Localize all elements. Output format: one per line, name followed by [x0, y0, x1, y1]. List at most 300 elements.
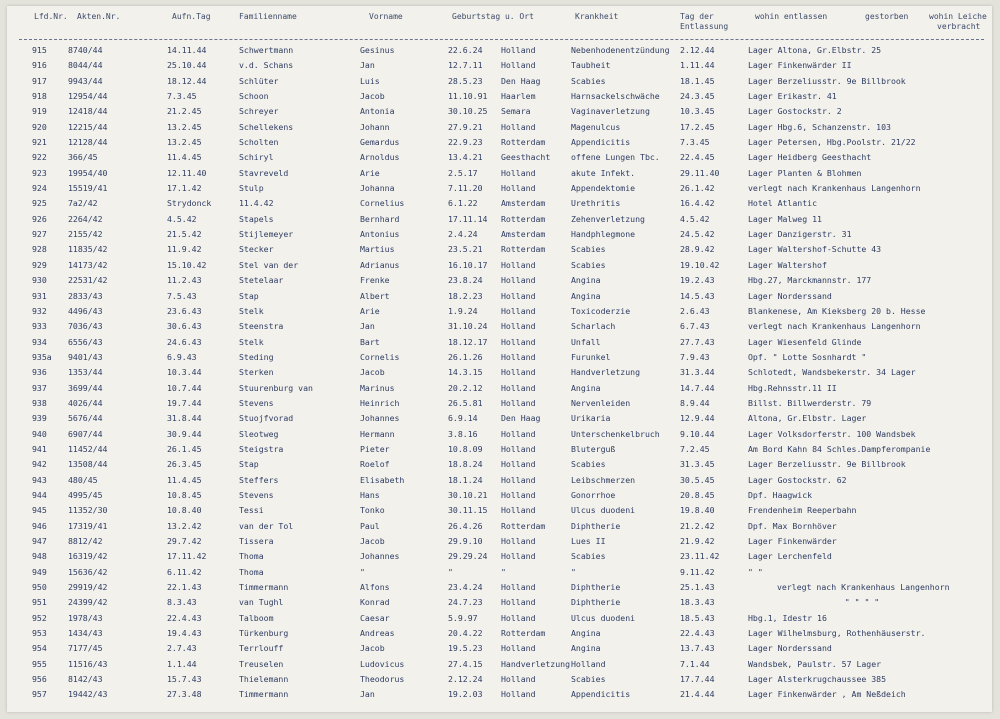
record-discharged-to: Lager Waltershof: [748, 259, 827, 270]
record-discharged-to: Lager Wiesenfeld Glinde: [748, 336, 862, 347]
record-surname: Stulp: [239, 183, 264, 194]
record-number: 934: [32, 336, 47, 347]
record-birth-date: 22.6.24: [448, 45, 483, 55]
record-discharge-date: 21.4.44: [680, 689, 715, 700]
record-discharge-date: 1.11.44: [680, 60, 715, 71]
record-illness: Appendektomie: [571, 183, 636, 194]
record-first-name: Arnoldus: [360, 152, 400, 163]
record-first-name: ": [360, 566, 365, 577]
record-discharged-to: Hotel Atlantic: [748, 198, 818, 209]
record-number: 947: [32, 536, 47, 546]
table-row: [7, 657, 992, 672]
record-discharged-to: " " " ": [844, 597, 880, 608]
record-first-name: Antonia: [360, 106, 395, 117]
record-surname: Stavreveld: [239, 167, 289, 178]
record-file-number: 7036/43: [68, 321, 103, 332]
record-discharge-date: 6.7.43: [680, 321, 710, 332]
record-admission-date: 14.11.44: [167, 45, 207, 55]
record-birth-place: Holland: [501, 397, 536, 408]
record-surname: van der Tol: [239, 520, 294, 531]
record-birth-place: Holland: [501, 321, 536, 332]
record-surname: Tessi: [239, 505, 264, 516]
record-discharged-to: verlegt nach Krankenhaus Langenhorn: [777, 582, 950, 593]
record-number: 951: [32, 597, 47, 608]
record-first-name: Konrad: [360, 597, 390, 608]
record-birth-place: Rotterdam: [501, 628, 546, 639]
record-discharge-date: 14.5.43: [680, 290, 715, 301]
table-row: [7, 242, 992, 257]
record-birth-place: Holland: [501, 183, 536, 194]
record-illness: Nervenleiden: [571, 397, 631, 408]
record-surname: Schlüter: [239, 75, 279, 86]
record-illness: Toxicoderzie: [571, 305, 631, 316]
record-birth-place: Rotterdam: [501, 244, 546, 255]
record-number: 917: [32, 75, 47, 86]
record-first-name: Elisabeth: [360, 474, 405, 485]
record-discharged-to: Hbg.Rehnsstr.11 II: [748, 382, 837, 393]
record-discharge-date: 17.2.45: [680, 121, 715, 132]
record-file-number: 5676/44: [68, 413, 103, 424]
record-illness: Angina: [571, 290, 601, 301]
record-illness: Angina: [571, 643, 601, 654]
record-file-number: 8044/44: [68, 60, 103, 71]
record-birth-place: Holland: [501, 428, 536, 439]
record-discharged-to: verlegt nach Krankenhaus Langenhorn: [748, 321, 921, 332]
record-discharged-to: Lager Wilhelmsburg, Rothenhäuserstr.: [748, 628, 926, 639]
record-discharge-date: 21.2.42: [680, 520, 715, 531]
record-number: 945: [32, 505, 47, 516]
record-birth-date: 23.8.24: [448, 275, 483, 286]
record-birth-date: 2.12.24: [448, 674, 483, 685]
record-surname: Scholten: [239, 137, 279, 148]
record-admission-date: 11.2.43: [167, 275, 202, 286]
record-surname: Sterken: [239, 367, 274, 378]
record-birth-place: Amsterdam: [501, 229, 546, 240]
table-row: [7, 396, 992, 411]
table-row: [7, 258, 992, 273]
record-illness: Diphtherie: [571, 597, 621, 608]
record-birth-date: 22.9.23: [448, 137, 483, 148]
record-surname: Stelk: [239, 336, 264, 347]
record-first-name: Frenke: [360, 275, 390, 286]
record-first-name: Jacob: [360, 367, 385, 378]
record-illness: Urethritis: [571, 198, 621, 209]
record-discharged-to: Lager Finkenwärder , Am Neßdeich: [748, 689, 906, 700]
record-first-name: Jan: [360, 689, 375, 700]
record-birth-place: Semara: [501, 106, 531, 117]
record-first-name: Arie: [360, 167, 380, 178]
header-entlassung-1: Tag der: [680, 12, 714, 21]
record-file-number: 6556/43: [68, 336, 103, 347]
record-first-name: Antonius: [360, 229, 400, 240]
table-row: [7, 411, 992, 426]
record-discharge-date: 12.9.44: [680, 413, 715, 424]
record-admission-date: 11.4.45: [167, 474, 202, 485]
record-discharge-date: 29.11.40: [680, 167, 720, 178]
record-discharged-to: Dpf. Max Bornhöver: [748, 520, 837, 531]
table-row: [7, 672, 992, 687]
record-number: 949: [32, 566, 47, 577]
record-file-number: 24399/42: [68, 597, 108, 608]
record-file-number: 12418/44: [68, 106, 108, 117]
record-discharged-to: Lager Danzigerstr. 31: [748, 229, 852, 240]
record-discharge-date: 18.3.43: [680, 597, 715, 608]
record-number: 929: [32, 259, 47, 270]
record-file-number: 11835/42: [68, 244, 108, 255]
record-discharge-date: 19.10.42: [680, 259, 720, 270]
table-row: [7, 150, 992, 165]
record-discharged-to: Lager Petersen, Hbg.Poolstr. 21/22: [748, 137, 916, 148]
record-admission-date: 23.6.43: [167, 305, 202, 316]
record-discharge-date: 31.3.44: [680, 367, 715, 378]
record-file-number: 3699/44: [68, 382, 103, 393]
record-admission-date: Strydonck: [167, 198, 212, 209]
record-number: 950: [32, 582, 47, 593]
table-row: [7, 427, 992, 442]
table-row: [7, 442, 992, 457]
record-file-number: 8740/44: [68, 45, 103, 55]
record-number: 915: [32, 45, 47, 55]
record-illness: Angina: [571, 275, 601, 286]
record-discharge-date: 19.2.43: [680, 275, 715, 286]
table-row: [7, 319, 992, 334]
record-number: 948: [32, 551, 47, 562]
record-surname: Stetelaar: [239, 275, 284, 286]
record-discharge-date: 17.7.44: [680, 674, 715, 685]
record-birth-date: 13.4.21: [448, 152, 483, 163]
record-illness: Urikaria: [571, 413, 611, 424]
record-discharged-to: Lager Norderssand: [748, 290, 832, 301]
table-row: [7, 626, 992, 641]
record-birth-date: 19.2.03: [448, 689, 483, 700]
record-birth-date: 2.5.17: [448, 167, 478, 178]
record-admission-date: 19.7.44: [167, 397, 202, 408]
record-illness: akute Infekt.: [571, 167, 636, 178]
record-first-name: Jan: [360, 321, 375, 332]
record-number: 918: [32, 91, 47, 102]
record-file-number: 11352/30: [68, 505, 108, 516]
record-birth-place: Holland: [501, 45, 536, 55]
record-admission-date: 24.6.43: [167, 336, 202, 347]
record-file-number: 13508/44: [68, 459, 108, 470]
record-admission-date: 2.7.43: [167, 643, 197, 654]
record-number: 940: [32, 428, 47, 439]
record-discharged-to: Lager Finkenwärder: [748, 536, 837, 546]
record-illness: Handverletzung: [571, 367, 641, 378]
record-illness: Holland: [571, 658, 606, 669]
record-birth-place: Rotterdam: [501, 137, 546, 148]
record-birth-place: Holland: [501, 259, 536, 270]
record-number: 946: [32, 520, 47, 531]
record-surname: Stuojfvorad: [239, 413, 294, 424]
record-first-name: Jacob: [360, 643, 385, 654]
record-illness: Gonorrhoe: [571, 489, 616, 500]
record-birth-date: 18.8.24: [448, 459, 483, 470]
record-admission-date: 11.4.45: [167, 152, 202, 163]
record-illness: Scabies: [571, 244, 606, 255]
record-birth-place: Holland: [501, 167, 536, 178]
record-file-number: 12954/44: [68, 91, 108, 102]
record-first-name: Marinus: [360, 382, 395, 393]
record-discharge-date: 8.9.44: [680, 397, 710, 408]
record-birth-place: Den Haag: [501, 413, 541, 424]
record-illness: Handphlegmone: [571, 229, 636, 240]
record-file-number: 19954/40: [68, 167, 108, 178]
record-first-name: Caesar: [360, 612, 390, 623]
record-birth-date: 10.8.09: [448, 443, 483, 454]
record-file-number: 2264/42: [68, 213, 103, 224]
record-discharge-date: 24.3.45: [680, 91, 715, 102]
record-first-name: Bernhard: [360, 213, 400, 224]
record-number: 944: [32, 489, 47, 500]
record-first-name: Pieter: [360, 443, 390, 454]
record-birth-date: 14.3.15: [448, 367, 483, 378]
record-number: 920: [32, 121, 47, 132]
record-birth-date: 3.8.16: [448, 428, 478, 439]
record-first-name: Gesinus: [360, 45, 395, 55]
record-birth-date: 16.10.17: [448, 259, 488, 270]
record-first-name: Andreas: [360, 628, 395, 639]
record-number: 922: [32, 152, 47, 163]
record-discharged-to: Lager Berzeliusstr. 9e Billbrook: [748, 459, 906, 470]
record-discharged-to: Schlotedt, Wandsbekerstr. 34 Lager: [748, 367, 916, 378]
record-discharged-to: Lager Planten & Blohmen: [748, 167, 862, 178]
record-admission-date: 8.3.43: [167, 597, 197, 608]
record-discharged-to: Wandsbek, Paulstr. 57 Lager: [748, 658, 882, 669]
record-birth-place: Holland: [501, 60, 536, 71]
record-number: 916: [32, 60, 47, 71]
record-birth-date: 17.11.14: [448, 213, 488, 224]
record-discharged-to: Hbg.1, Idestr 16: [748, 612, 827, 623]
record-birth-place: Holland: [501, 290, 536, 301]
record-surname: Thielemann: [239, 674, 289, 685]
record-birth-place: Haarlem: [501, 91, 536, 102]
record-file-number: 4026/44: [68, 397, 103, 408]
table-row: [7, 519, 992, 534]
record-first-name: Adrianus: [360, 259, 400, 270]
record-admission-date: 21.5.42: [167, 229, 202, 240]
record-birth-date: 23.4.24: [448, 582, 483, 593]
table-row: [7, 181, 992, 196]
record-admission-date: 10.8.40: [167, 505, 202, 516]
record-file-number: 6907/44: [68, 428, 103, 439]
record-birth-date: 30.11.15: [448, 505, 488, 516]
table-row: [7, 120, 992, 135]
record-discharge-date: 24.5.42: [680, 229, 715, 240]
table-row: [7, 166, 992, 181]
record-discharge-date: 28.9.42: [680, 244, 715, 255]
record-illness: Angina: [571, 628, 601, 639]
record-discharged-to: Lager Norderssand: [748, 643, 832, 654]
record-birth-place: Holland: [501, 582, 536, 593]
record-file-number: 2155/42: [68, 229, 103, 240]
record-admission-date: 25.10.44: [167, 60, 207, 71]
record-illness: Zehenverletzung: [571, 213, 645, 224]
record-surname: Thoma: [239, 566, 264, 577]
record-admission-date: 30.9.44: [167, 428, 202, 439]
record-discharge-date: 25.1.43: [680, 582, 715, 593]
record-surname: Stevens: [239, 397, 274, 408]
record-birth-date: 20.2.12: [448, 382, 483, 393]
record-table: [7, 43, 992, 703]
record-number: 953: [32, 628, 47, 639]
record-discharge-date: 22.4.45: [680, 152, 715, 163]
record-surname: van Tughl: [239, 597, 284, 608]
record-file-number: 480/45: [68, 474, 98, 485]
table-row: [7, 89, 992, 104]
record-discharge-date: 9.10.44: [680, 428, 715, 439]
record-file-number: 9943/44: [68, 75, 103, 86]
record-number: 952: [32, 612, 47, 623]
record-illness: Leibschmerzen: [571, 474, 636, 485]
record-birth-place: Holland: [501, 551, 536, 562]
record-number: 932: [32, 305, 47, 316]
record-first-name: Jacob: [360, 536, 385, 546]
record-birth-date: 2.4.24: [448, 229, 478, 240]
record-birth-date: 18.1.24: [448, 474, 483, 485]
record-number: 938: [32, 397, 47, 408]
record-file-number: 2833/43: [68, 290, 103, 301]
record-number: 926: [32, 213, 47, 224]
table-row: [7, 135, 992, 150]
record-surname: Türkenburg: [239, 628, 289, 639]
record-discharge-date: 9.11.42: [680, 566, 715, 577]
table-row: [7, 641, 992, 656]
record-surname: Timmermann: [239, 689, 289, 700]
record-birth-date: 12.7.11: [448, 60, 483, 71]
record-first-name: Albert: [360, 290, 390, 301]
header-rule: [19, 39, 984, 40]
record-admission-date: 17.11.42: [167, 551, 207, 562]
record-discharge-date: 18.5.43: [680, 612, 715, 623]
record-discharge-date: 7.3.45: [680, 137, 710, 148]
record-number: 942: [32, 459, 47, 470]
record-admission-date: 26.3.45: [167, 459, 202, 470]
record-birth-place: Holland: [501, 643, 536, 654]
record-admission-date: 6.11.42: [167, 566, 202, 577]
record-surname: Stel van der: [239, 259, 299, 270]
record-surname: Schoon: [239, 91, 269, 102]
record-discharge-date: 19.8.40: [680, 505, 715, 516]
record-file-number: 4496/43: [68, 305, 103, 316]
record-number: 954: [32, 643, 47, 654]
table-row: [7, 304, 992, 319]
record-discharged-to: Lager Erikastr. 41: [748, 91, 837, 102]
record-file-number: 8142/43: [68, 674, 103, 685]
record-discharge-date: 10.3.45: [680, 106, 715, 117]
record-illness: Scabies: [571, 259, 606, 270]
record-illness: Appendicitis: [571, 689, 631, 700]
record-illness: ": [571, 566, 576, 577]
header-akte: Akten.Nr.: [77, 12, 121, 21]
record-admission-date: 12.11.40: [167, 167, 207, 178]
record-file-number: 29919/42: [68, 582, 108, 593]
record-birth-date: 29.9.10: [448, 536, 483, 546]
record-surname: Steenstra: [239, 321, 284, 332]
record-discharged-to: Lager Altona, Gr.Elbstr. 25: [748, 45, 882, 55]
record-surname: v.d. Schans: [239, 60, 294, 71]
header-leiche-1: wohin Leiche: [929, 12, 987, 21]
record-birth-place: Holland: [501, 474, 536, 485]
record-discharge-date: 16.4.42: [680, 198, 715, 209]
record-surname: Schwertmann: [239, 45, 294, 55]
record-number: 930: [32, 275, 47, 286]
record-admission-date: 27.3.48: [167, 689, 202, 700]
header-vorname: Vorname: [369, 12, 403, 21]
record-first-name: Alfons: [360, 582, 390, 593]
record-discharge-date: 2.12.44: [680, 45, 715, 55]
record-birth-place: Holland: [501, 612, 536, 623]
record-birth-date: 20.4.22: [448, 628, 483, 639]
record-discharge-date: 18.1.45: [680, 75, 715, 86]
record-admission-date: 7.3.45: [167, 91, 197, 102]
record-birth-date: 26.1.26: [448, 351, 483, 362]
record-admission-date: 30.6.43: [167, 321, 202, 332]
record-discharged-to: " ": [748, 566, 763, 577]
record-birth-place: Holland: [501, 505, 536, 516]
record-file-number: 9401/43: [68, 351, 103, 362]
record-illness: Magenulcus: [571, 121, 621, 132]
record-discharged-to: Hbg.27, Marckmannstr. 177: [748, 275, 872, 286]
record-discharge-date: 26.1.42: [680, 183, 715, 194]
record-first-name: Tonko: [360, 505, 385, 516]
record-discharged-to: Billst. Billwerderstr. 79: [748, 397, 872, 408]
record-illness: Vaginaverletzung: [571, 106, 650, 117]
record-surname: Steffers: [239, 474, 279, 485]
record-illness: Harnsackelschwäche: [571, 91, 660, 102]
record-admission-date: 10.7.44: [167, 382, 202, 393]
record-discharged-to: Dpf. Haagwick: [748, 489, 813, 500]
record-first-name: Martius: [360, 244, 395, 255]
record-discharged-to: Lager Heidberg Geesthacht: [748, 152, 872, 163]
record-admission-date: 29.7.42: [167, 536, 202, 546]
header-leiche-2: verbracht: [937, 22, 981, 31]
record-birth-date: 31.10.24: [448, 321, 488, 332]
record-discharge-date: 7.1.44: [680, 658, 710, 669]
record-discharge-date: 14.7.44: [680, 382, 715, 393]
record-surname: Schiryl: [239, 152, 274, 163]
table-row: [7, 549, 992, 564]
record-discharged-to: verlegt nach Krankenhaus Langenhorn: [748, 183, 921, 194]
record-discharge-date: 7.2.45: [680, 443, 710, 454]
record-discharged-to: Lager Gostockstr. 2: [748, 106, 842, 117]
record-birth-place: Holland: [501, 367, 536, 378]
record-discharge-date: 4.5.42: [680, 213, 710, 224]
record-first-name: Hans: [360, 489, 380, 500]
record-discharged-to: Lager Volksdorferstr. 100 Wandsbek: [748, 428, 916, 439]
record-illness: Angina: [571, 382, 601, 393]
record-illness: Nebenhodenentzündung: [571, 45, 670, 55]
record-illness: Taubheit: [571, 60, 611, 71]
record-birth-date: 6.1.22: [448, 198, 478, 209]
record-illness: Ulcus duodeni: [571, 505, 636, 516]
record-admission-date: 13.2.45: [167, 137, 202, 148]
record-discharged-to: Altona, Gr.Elbstr. Lager: [748, 413, 867, 424]
table-row: [7, 565, 992, 580]
header-familienname: Familienname: [239, 12, 297, 21]
record-first-name: Luis: [360, 75, 380, 86]
record-admission-date: 22.4.43: [167, 612, 202, 623]
record-surname: 11.4.42: [239, 198, 274, 209]
record-birth-date: 26.4.26: [448, 520, 483, 531]
record-discharged-to: Lager Malweg 11: [748, 213, 822, 224]
record-discharged-to: Lager Hbg.6, Schanzenstr. 103: [748, 121, 891, 132]
record-birth-date: 6.9.14: [448, 413, 478, 424]
record-birth-place: Holland: [501, 459, 536, 470]
record-first-name: Arie: [360, 305, 380, 316]
record-admission-date: 10.3.44: [167, 367, 202, 378]
record-birth-date: 27.9.21: [448, 121, 483, 132]
